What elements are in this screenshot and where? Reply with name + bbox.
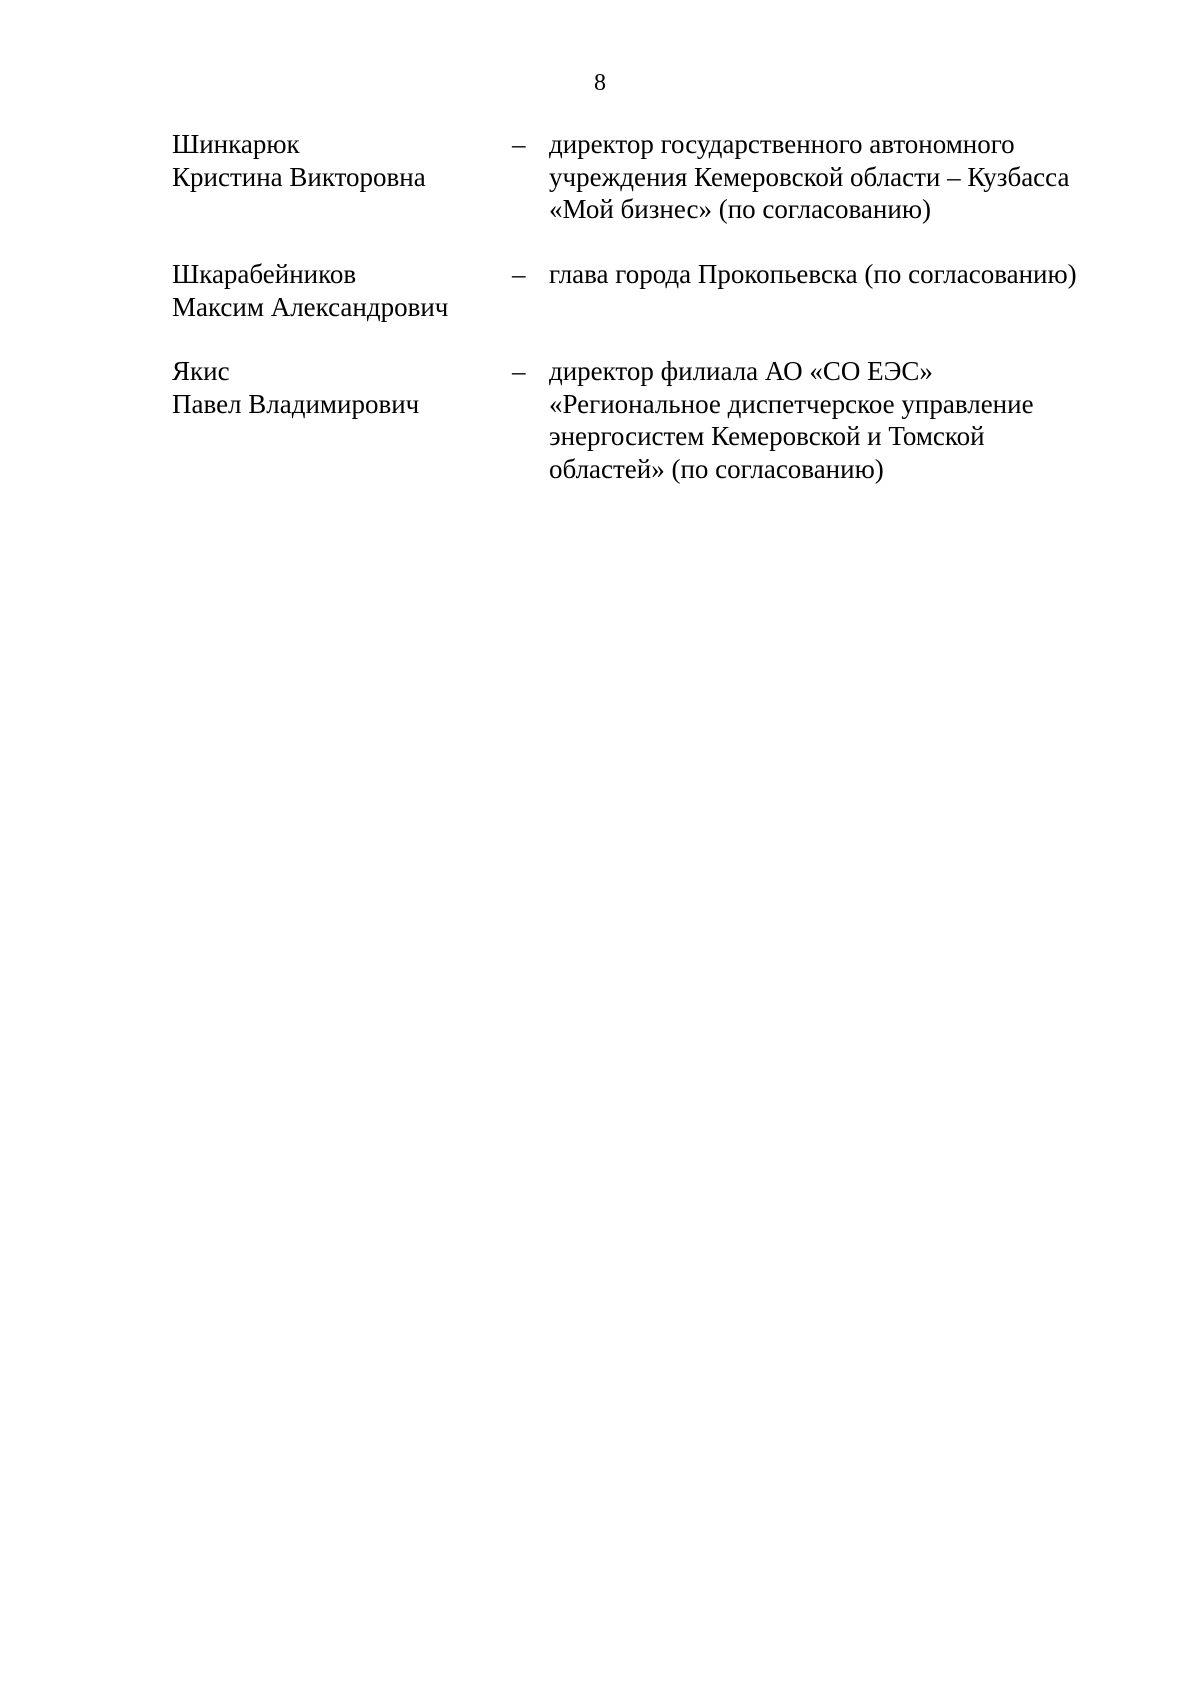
member-name bbox=[172, 128, 502, 193]
member-surname: Шинкарюк bbox=[172, 129, 300, 159]
role-line: энергосистем Кемеровской и Томской bbox=[549, 421, 985, 451]
role-line: директор филиала АО «СО ЕЭС» bbox=[549, 356, 933, 386]
role-line: учреждения Кемеровской области – Кузбасса bbox=[549, 161, 1070, 192]
role-line: «Региональное диспетчерское управление bbox=[549, 388, 1034, 419]
separator-dash: – bbox=[512, 259, 526, 289]
member-name bbox=[172, 258, 502, 323]
role-line: областей» (по согласованию) bbox=[549, 453, 884, 484]
member-surname: Шкарабейников bbox=[172, 259, 357, 289]
page-number: 8 bbox=[594, 70, 606, 96]
role-line: «Мой бизнес» (по согласованию) bbox=[549, 194, 931, 224]
member-role bbox=[549, 258, 1139, 291]
member-surname: Якис bbox=[172, 356, 230, 386]
member-role bbox=[549, 128, 1139, 226]
member-role bbox=[549, 355, 1139, 485]
member-name bbox=[172, 355, 502, 420]
role-line: глава города Прокопьевска (по согласованию) bbox=[549, 259, 1077, 289]
member-given-names: Кристина Викторовна bbox=[172, 161, 426, 192]
separator-dash: – bbox=[512, 129, 526, 159]
separator-dash: – bbox=[512, 356, 526, 386]
member-given-names: Павел Владимирович bbox=[172, 388, 420, 419]
member-given-names: Максим Александрович bbox=[172, 291, 449, 322]
role-line: директор государственного автономного bbox=[549, 129, 1015, 159]
